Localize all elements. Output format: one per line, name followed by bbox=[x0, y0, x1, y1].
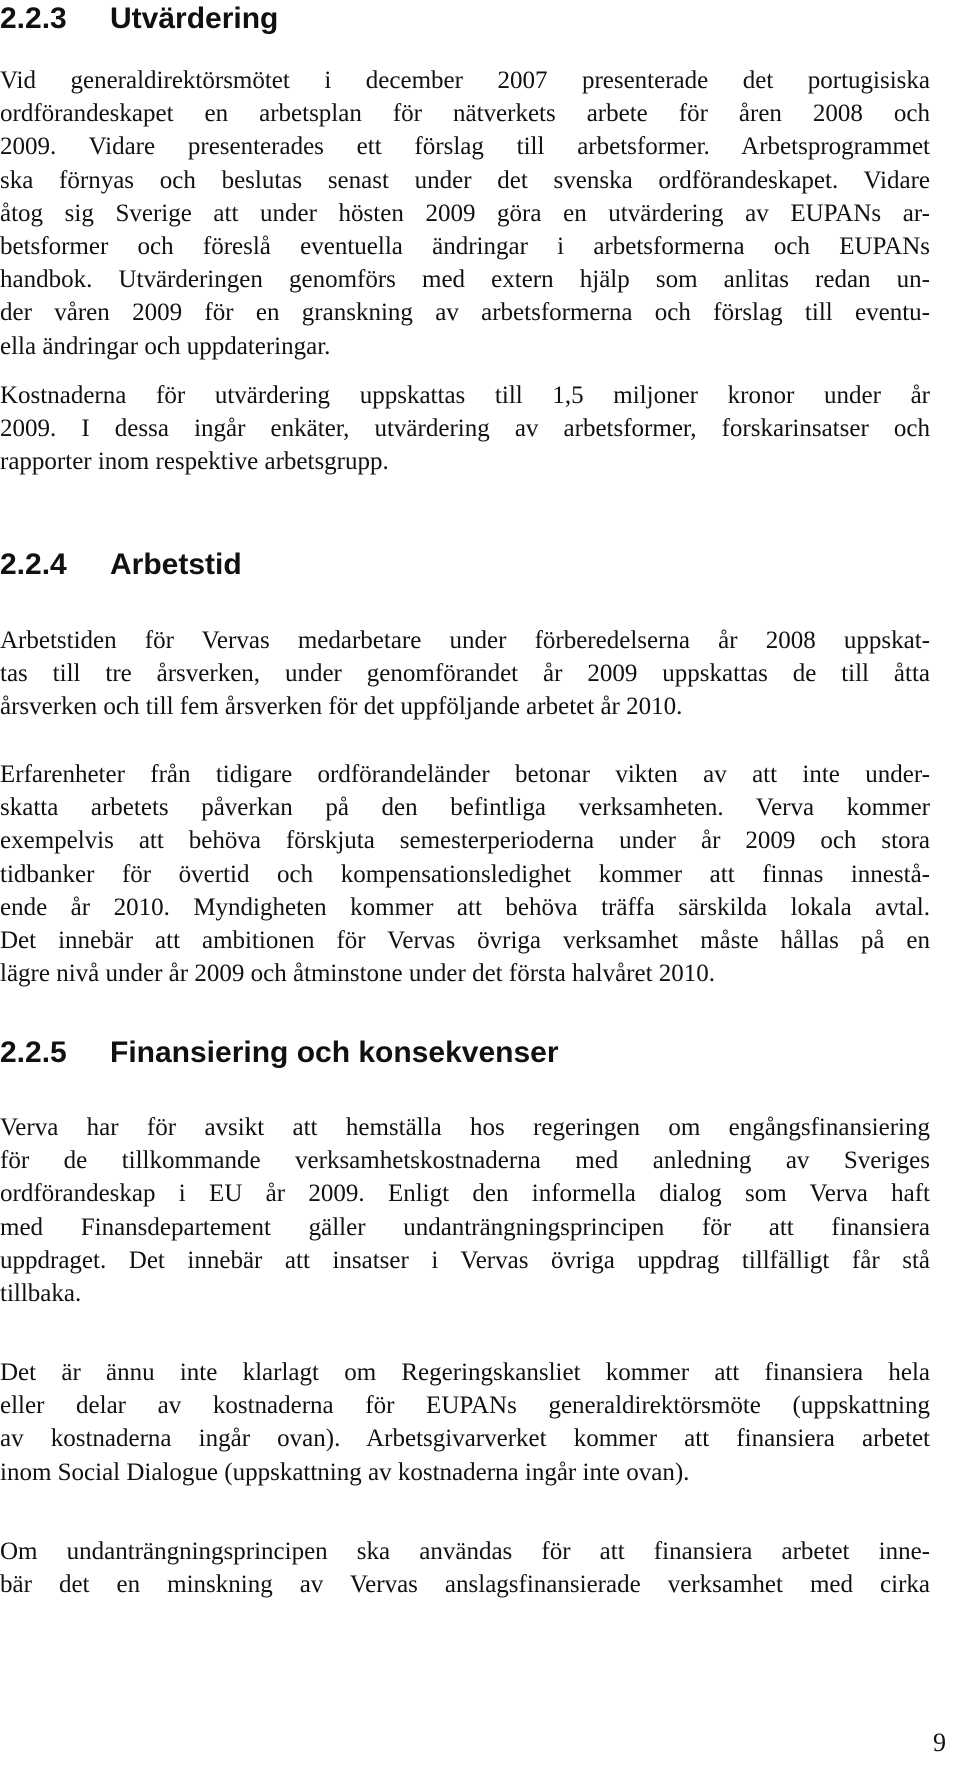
text-line: årsverken och till fem årsverken för det uppföljande arbetet år 2010. bbox=[0, 693, 683, 721]
paragraph bbox=[0, 379, 930, 479]
text-line: Det innebär att ambitionen för Vervas övriga verksamhet måste hållas på en bbox=[0, 927, 930, 955]
text-line: tas till tre årsverken, under genomförandet år 2009 uppskattas de till åtta bbox=[0, 660, 930, 688]
text-line: uppdraget. Det innebär att insatser i Vervas övriga uppdrag tillfälligt får stå bbox=[0, 1246, 930, 1274]
text-line: Arbetstiden för Vervas medarbetare under förberedelserna år 2008 uppskat- bbox=[0, 627, 930, 654]
paragraph bbox=[0, 1356, 930, 1489]
text-line: tillbaka. bbox=[0, 1280, 82, 1308]
section-number: 2.2.5 bbox=[0, 1036, 67, 1069]
paragraph bbox=[0, 624, 930, 724]
section-title: Utvärdering bbox=[110, 2, 279, 35]
section-title: Finansiering och konsekvenser bbox=[110, 1036, 559, 1069]
text-line: tidbanker för övertid och kompensationsledighet kommer att finnas innestå- bbox=[0, 860, 930, 888]
text-line: Erfarenheter från tidigare ordförandeländer betonar vikten av att inte under- bbox=[0, 761, 930, 788]
text-line: exempelvis att behöva förskjuta semesterperioderna under år 2009 och stora bbox=[0, 827, 930, 855]
text-line: ska förnyas och beslutas senast under det svenska ordförandeskapet. Vidare bbox=[0, 166, 930, 194]
text-line: 2009. I dessa ingår enkäter, utvärdering av arbetsformer, forskarinsatser och bbox=[0, 415, 930, 443]
text-line: bär det en minskning av Vervas anslagsfinansierade verksamhet med cirka bbox=[0, 1571, 930, 1599]
text-line: betsformer och föreslå eventuella ändringar i arbetsformerna och EUPANs bbox=[0, 233, 930, 261]
text-line: ende år 2010. Myndigheten kommer att behöva träffa särskilda lokala avtal. bbox=[0, 893, 930, 921]
text-line: Kostnaderna för utvärdering uppskattas till 1,5 miljoner kronor under år bbox=[0, 382, 930, 409]
text-line: för de tillkommande verksamhetskostnaderna med anledning av Sveriges bbox=[0, 1147, 930, 1175]
text-line: ordförandeskap i EU år 2009. Enligt den informella dialog som Verva haft bbox=[0, 1180, 930, 1208]
text-line: ella ändringar och uppdateringar. bbox=[0, 332, 331, 360]
text-line: 2009. Vidare presenterades ett förslag till arbetsformer. Arbetsprogrammet bbox=[0, 133, 930, 161]
text-line: eller delar av kostnaderna för EUPANs generaldirektörsmöte (uppskattning bbox=[0, 1392, 930, 1420]
section-title: Arbetstid bbox=[110, 548, 242, 581]
paragraph bbox=[0, 1111, 930, 1310]
text-line: ordförandeskapet en arbetsplan för nätverkets arbete för åren 2008 och bbox=[0, 100, 930, 128]
section-number: 2.2.4 bbox=[0, 548, 67, 581]
paragraph bbox=[0, 1535, 930, 1601]
paragraph bbox=[0, 758, 930, 990]
text-line: rapporter inom respektive arbetsgrupp. bbox=[0, 448, 389, 476]
text-line: åtog sig Sverige att under hösten 2009 göra en utvärdering av EUPANs ar- bbox=[0, 199, 930, 227]
text-line: handbok. Utvärderingen genomförs med extern hjälp som anlitas redan un- bbox=[0, 266, 930, 294]
section-heading bbox=[0, 2, 278, 36]
page-number: 9 bbox=[933, 1728, 946, 1757]
paragraph bbox=[0, 64, 930, 363]
text-line: Verva har för avsikt att hemställa hos regeringen om engångsfinansiering bbox=[0, 1114, 930, 1141]
text-line: av kostnaderna ingår ovan). Arbetsgivarverket kommer att finansiera arbetet bbox=[0, 1425, 930, 1453]
section-heading bbox=[0, 1036, 559, 1070]
text-line: inom Social Dialogue (uppskattning av kostnaderna ingår inte ovan). bbox=[0, 1458, 690, 1486]
section-number: 2.2.3 bbox=[0, 2, 67, 35]
text-line: der våren 2009 för en granskning av arbetsformerna och förslag till eventu- bbox=[0, 299, 930, 327]
text-line: Det är ännu inte klarlagt om Regeringskansliet kommer att finansiera hela bbox=[0, 1359, 930, 1386]
section-heading bbox=[0, 548, 242, 582]
text-line: Vid generaldirektörsmötet i december 2007 presenterade det portugisiska bbox=[0, 67, 930, 94]
text-line: skatta arbetets påverkan på den befintliga verksamheten. Verva kommer bbox=[0, 794, 930, 822]
text-line: lägre nivå under år 2009 och åtminstone under det första halvåret 2010. bbox=[0, 960, 716, 988]
text-line: med Finansdepartement gäller undanträngningsprincipen för att finansiera bbox=[0, 1213, 930, 1241]
text-line: Om undanträngningsprincipen ska användas för att finansiera arbetet inne- bbox=[0, 1538, 930, 1565]
